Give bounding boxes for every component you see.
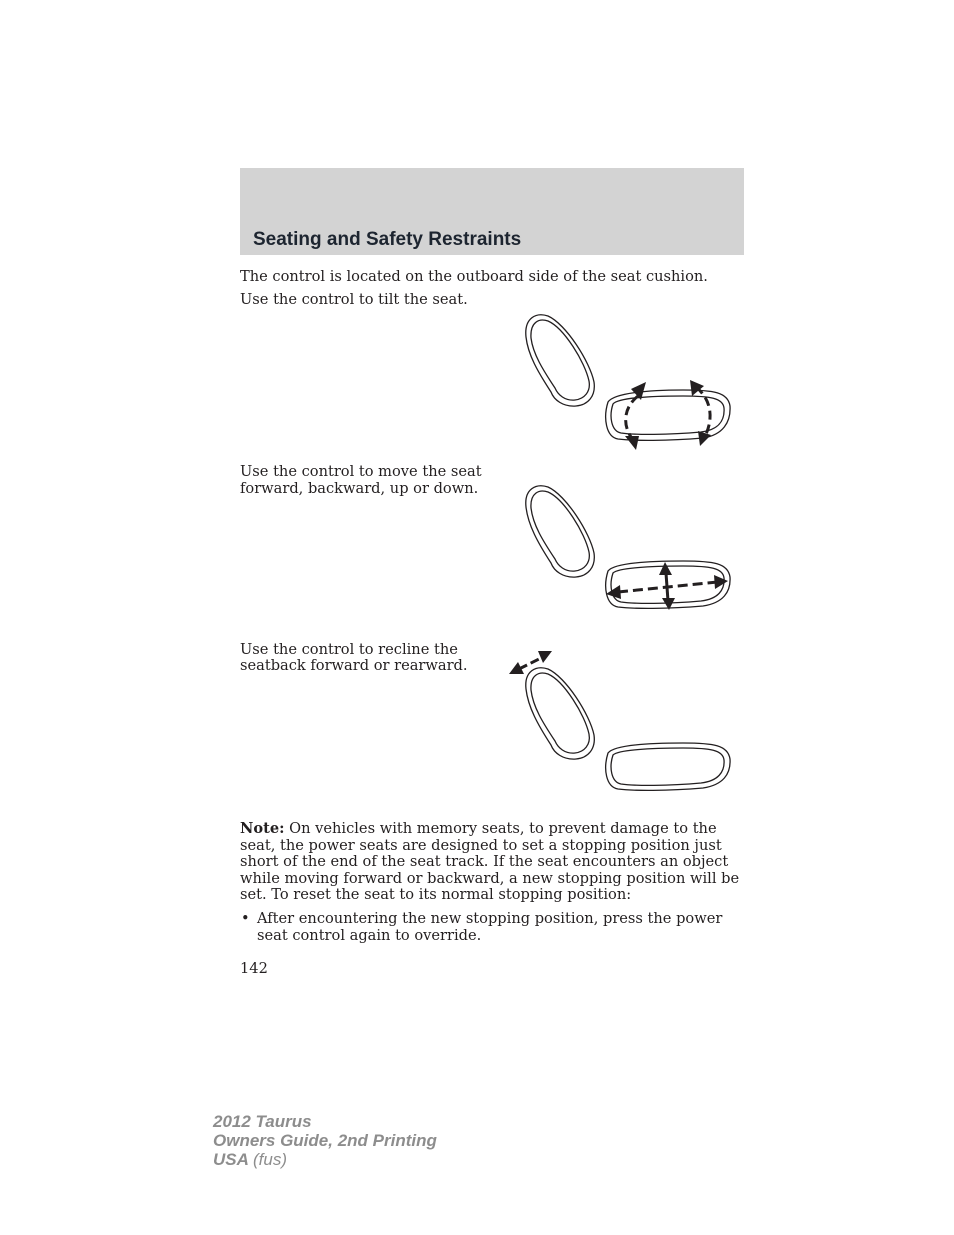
tilt-rear-arrow-down-icon — [698, 431, 711, 446]
paragraph-move: Use the control to move the seat forward, backward, up or down. — [240, 463, 482, 497]
tilt-rear-arrow-path — [696, 387, 710, 438]
recline-rearward-arrow-icon — [538, 651, 552, 663]
footer-model: 2012 Taurus — [213, 1112, 312, 1131]
footer-region-code: (fus) — [253, 1150, 287, 1169]
bullet-icon: • — [241, 910, 250, 927]
move-backward-arrow-icon — [714, 575, 728, 589]
seatback-switch-outline — [526, 315, 595, 406]
page-number: 142 — [240, 960, 268, 977]
section-header-band — [240, 168, 744, 255]
document-footer — [213, 1112, 437, 1169]
tilt-front-arrow-down-icon — [625, 436, 639, 450]
footer-guide: Owners Guide, 2nd Printing — [213, 1131, 437, 1150]
move-up-arrow-icon — [659, 562, 672, 575]
footer-region — [213, 1150, 437, 1169]
note-label: Note: — [240, 820, 285, 837]
seatback-switch-outline — [526, 668, 595, 759]
section-title: Seating and Safety Restraints — [253, 229, 522, 250]
seatback-switch-outline — [526, 486, 595, 577]
seat-tilt-control-illustration — [518, 310, 738, 455]
paragraph-control-location: The control is located on the outboard side of the seat cushion. — [240, 268, 708, 285]
paragraph-tilt: Use the control to tilt the seat. — [240, 291, 468, 308]
tilt-front-arrow-path — [626, 396, 638, 437]
seat-recline-control-illustration — [505, 645, 738, 795]
move-vertical-arrow-line — [666, 573, 668, 601]
footer-region-main: USA — [213, 1150, 249, 1169]
note-text: On vehicles with memory seats, to prevent damage to the seat, the power seats are designed to set a stopping position just short of the end of the seat track. If the seat encounters an object while moving forward or backward, a new stopping position will be set. To reset the seat to its normal stopping position: — [240, 820, 740, 903]
seat-move-control-illustration — [518, 485, 738, 615]
paragraph-recline: Use the control to recline the seatback forward or rearward. — [240, 641, 468, 674]
note-paragraph — [240, 821, 745, 904]
bullet-text: After encountering the new stopping position, press the power seat control again to override. — [257, 910, 723, 944]
